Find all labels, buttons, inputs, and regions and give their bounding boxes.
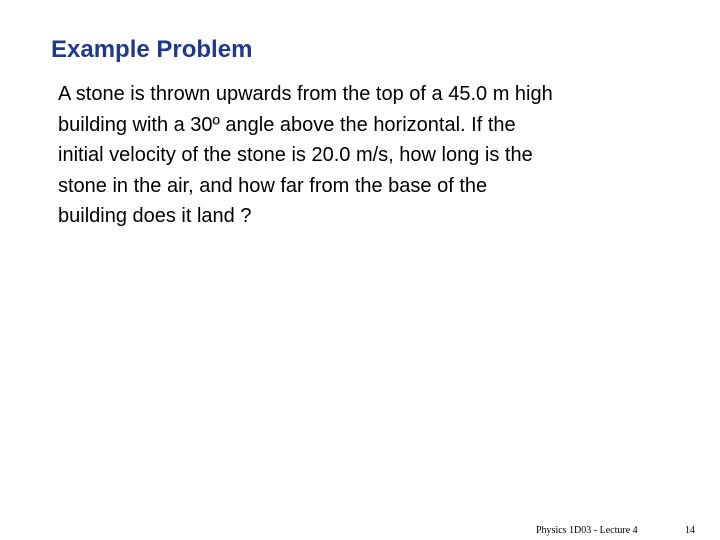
problem-statement [58, 79, 678, 232]
problem-text-line-4: stone in the air, and how far from the base of the [58, 174, 488, 197]
slide-title: Example Problem [51, 36, 253, 63]
page-number: 14 [685, 525, 695, 536]
problem-text-line-1: A stone is thrown upwards from the top of a 45.0 m high [58, 83, 553, 105]
problem-text-line-3: initial velocity of the stone is 20.0 m/s, how long is the [58, 144, 533, 166]
problem-text-line-2: building with a 30º angle above the horizontal. If the [58, 113, 516, 136]
footer-course-label: Physics 1D03 - Lecture 4 [536, 525, 638, 536]
problem-text-line-5: building does it land ? [58, 205, 252, 227]
